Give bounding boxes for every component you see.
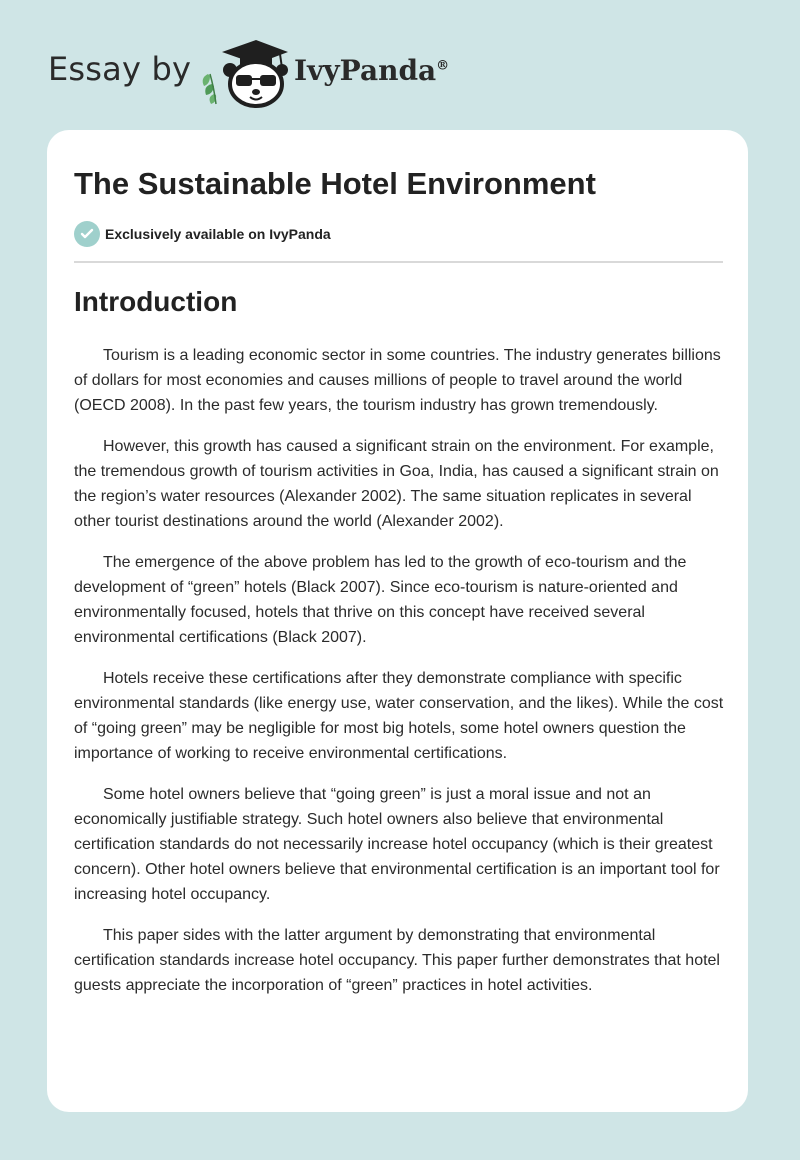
paragraph: Tourism is a leading economic sector in some countries. The industry generates billions of dollars for most economies and causes millions of people to travel around the world (OECD 2008). In the past few years, the tourism industry has grown tremendously. xyxy=(74,347,721,414)
paragraph: Hotels receive these certifications after they demonstrate compliance with specific environmental standards (like energy use, water conservation, and the likes). While the cost of “going green” may be negligible for most big hotels, some hotel owners question the importance of working to receive environmental certifications. xyxy=(74,670,724,762)
ivy-leaf-icon xyxy=(203,74,216,104)
exclusive-badge xyxy=(74,221,331,247)
paragraph: However, this growth has caused a significant strain on the environment. For example, the tremendous growth of tourism activities in Goa, India, has caused a significant strain on the region’s water resources (Alexander 2002). The same situation replicates in several other tourist destinations around the world (Alexander 2002). xyxy=(74,438,719,530)
paragraph: Some hotel owners believe that “going green” is just a moral issue and not an economically justifiable strategy. Such hotel owners also believe that environmental certification standards do not necessarily increase hotel occupancy (which is their greatest concern). Other hotel owners believe that environmental certification is an important tool for increasing hotel occupancy. xyxy=(74,786,720,903)
section-heading: Introduction xyxy=(74,286,238,317)
site-header xyxy=(48,34,468,114)
essay-card xyxy=(47,130,748,1112)
paragraph: The emergence of the above problem has led to the growth of eco-tourism and the development of “green” hotels (Black 2007). Since eco-tourism is nature-oriented and environmentally focused, hotels that thrive on this concept have received several environmental certifications (Black 2007). xyxy=(74,554,687,646)
paragraph: This paper sides with the latter argument by demonstrating that environmental certification standards increase hotel occupancy. This paper further demonstrates that hotel guests appreciate the incorporation of “green” practices in hotel activities. xyxy=(74,927,720,994)
essay-by-label: Essay by xyxy=(48,50,192,88)
exclusive-badge-label: Exclusively available on IvyPanda xyxy=(105,226,331,242)
essay-title: The Sustainable Hotel Environment xyxy=(74,166,596,201)
panda-graduate-icon xyxy=(200,34,290,110)
ivypanda-brand-name[interactable]: IvyPanda® xyxy=(294,54,450,87)
essay-body xyxy=(74,343,724,1014)
title-divider xyxy=(74,261,723,263)
check-circle-icon xyxy=(74,221,100,247)
ivypanda-logo[interactable] xyxy=(200,34,290,110)
